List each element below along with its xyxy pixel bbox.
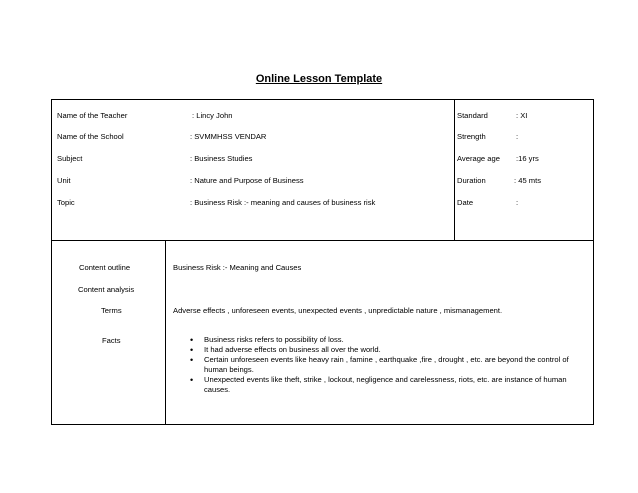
terms-label: Terms [101,306,122,315]
content-table-divider [165,240,166,425]
content-outline-value: Business Risk :- Meaning and Causes [173,263,302,272]
standard-value: : XI [516,111,528,120]
subject-value: : Business Studies [190,154,253,163]
info-table-divider [454,99,455,241]
strength-value: : [516,132,519,141]
info-table [51,99,594,241]
list-item: • It had adverse effects on business all over the world. [190,345,570,355]
content-table [51,240,594,425]
teacher-value: : Lincy John [192,111,233,120]
school-value: : SVMMHSS VENDAR [190,132,267,141]
date-value: : [516,198,519,207]
duration-value: : 45 mts [514,176,542,185]
terms-value: Adverse effects , unforeseen events, unexpected events , unpredictable nature , mismanagement. [173,306,503,315]
topic-label: Topic [57,198,75,207]
facts-label: Facts [102,336,121,345]
content-outline-label: Content outline [79,263,131,272]
teacher-label: Name of the Teacher [57,111,128,120]
page-title: Online Lesson Template [255,73,383,85]
school-label: Name of the School [57,132,124,141]
duration-label: Duration [457,176,486,185]
date-label: Date [457,198,474,207]
standard-label: Standard [457,111,488,120]
average-age-label: Average age [457,154,500,163]
list-item: • Unexpected events like theft, strike , lockout, negligence and carelessness, riots, etc. are instance of human causes. [190,375,570,395]
strength-label: Strength [457,132,486,141]
list-item: • Certain unforeseen events like heavy rain , famine , earthquake ,fire , drought , etc. are beyond the control of human beings. [190,355,570,375]
unit-value: : Nature and Purpose of Business [190,176,304,185]
subject-label: Subject [57,154,83,163]
list-item: • Business risks refers to possibility of loss. [190,335,570,345]
unit-label: Unit [57,176,71,185]
content-analysis-label: Content analysis [78,285,135,294]
average-age-value: :16 yrs [516,154,539,163]
topic-value: : Business Risk :- meaning and causes of business risk [190,198,376,207]
facts-list [190,335,570,395]
